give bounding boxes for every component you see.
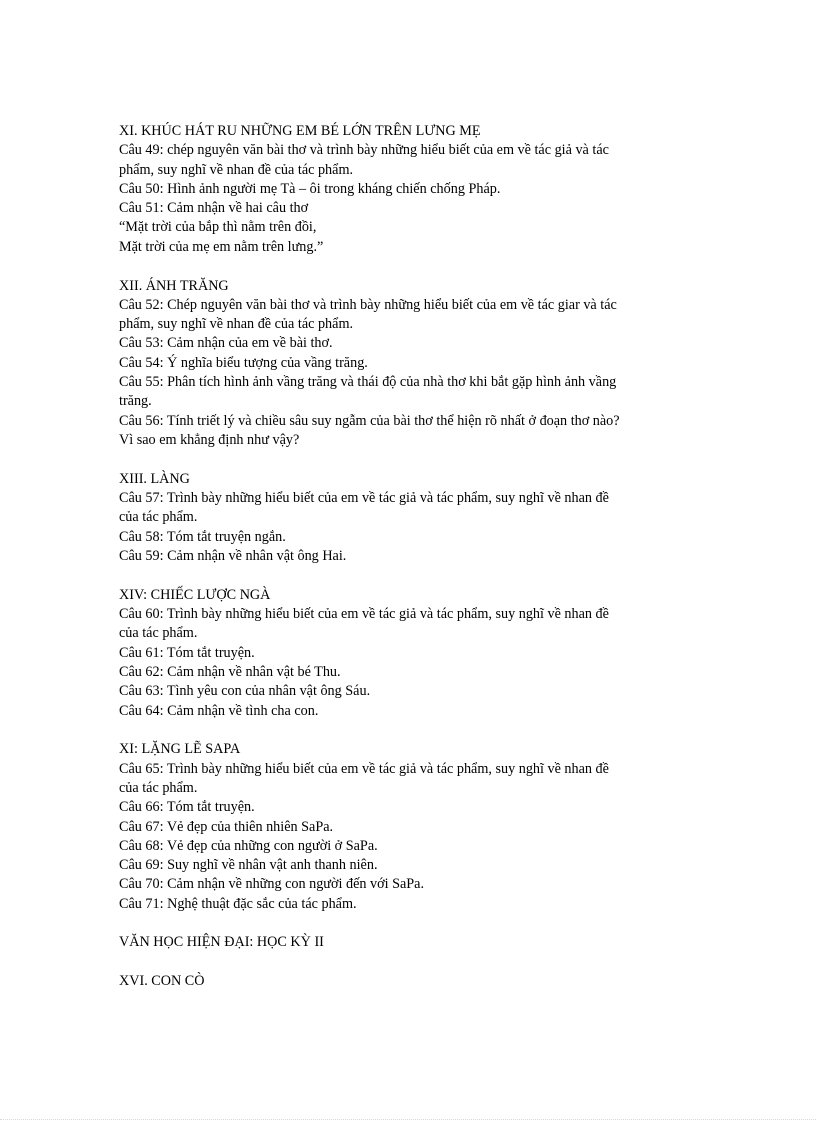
text-line: Câu 63: Tình yêu con của nhân vật ông Sáu. (119, 683, 371, 700)
text-line: “Mặt trời của bắp thì nằm trên đồi, (119, 219, 317, 236)
blank-line (119, 721, 699, 741)
text-line: Câu 61: Tóm tắt truyện. (119, 644, 255, 661)
text-line: Câu 56: Tính triết lý và chiều sâu suy ngẫm của bài thơ thể hiện rõ nhất ở đoạn thơ nào? (119, 412, 620, 429)
section-heading: XIV: CHIẾC LƯỢC NGÀ (119, 586, 271, 603)
text-line: Câu 52: Chép nguyên văn bài thơ và trình bày những hiểu biết của em về tác giar và tác (119, 296, 617, 313)
section-heading: XVI. CON CÒ (119, 973, 205, 990)
section-heading: XIII. LÀNG (119, 470, 190, 487)
blank-line (119, 257, 699, 277)
text-line: trăng. (119, 393, 152, 410)
text-line: Câu 49: chép nguyên văn bài thơ và trình bày những hiểu biết của em về tác giả và tác (119, 142, 609, 159)
text-line: Câu 50: Hình ảnh người mẹ Tà – ôi trong kháng chiến chống Pháp. (119, 180, 501, 197)
text-line: Câu 69: Suy nghĩ về nhân vật anh thanh niên. (119, 857, 378, 874)
text-line: của tác phẩm. (119, 779, 198, 796)
document-body (119, 122, 699, 992)
text-line: Câu 67: Vẻ đẹp của thiên nhiên SaPa. (119, 818, 334, 835)
section-heading: XII. ÁNH TRĂNG (119, 277, 229, 294)
blank-line (119, 566, 699, 586)
section-heading: XI. KHÚC HÁT RU NHỮNG EM BÉ LỚN TRÊN LƯNG MẸ (119, 123, 481, 139)
text-line: Mặt trời của mẹ em nằm trên lưng.” (119, 238, 324, 255)
text-line: Câu 58: Tóm tắt truyện ngắn. (119, 528, 286, 545)
text-line: Câu 59: Cảm nhận về nhân vật ông Hai. (119, 547, 347, 564)
text-line: Câu 68: Vẻ đẹp của những con người ở SaPa. (119, 837, 378, 854)
document-page (119, 122, 699, 992)
section-heading: XI: LẶNG LẼ SAPA (119, 741, 241, 758)
text-line: Vì sao em khẳng định như vậy? (119, 431, 300, 448)
text-line: Câu 54: Ý nghĩa biểu tượng của vầng trăng. (119, 354, 368, 371)
text-line: phẩm, suy nghĩ về nhan đề của tác phẩm. (119, 161, 354, 178)
text-line: Câu 64: Cảm nhận về tình cha con. (119, 702, 319, 719)
text-line: của tác phẩm. (119, 625, 198, 642)
text-line: phẩm, suy nghĩ về nhan đề của tác phẩm. (119, 316, 354, 333)
page-bottom-edge (0, 1119, 816, 1120)
text-line: của tác phẩm. (119, 509, 198, 526)
section-heading: VĂN HỌC HIỆN ĐẠI: HỌC KỲ II (119, 934, 324, 951)
text-line: Câu 57: Trình bày những hiểu biết của em về tác giả và tác phẩm, suy nghĩ về nhan đề (119, 490, 609, 507)
text-line: Câu 55: Phân tích hình ảnh vầng trăng và thái độ của nhà thơ khi bắt gặp hình ảnh vầng (119, 374, 617, 391)
text-line: Câu 51: Cảm nhận về hai câu thơ (119, 200, 309, 217)
blank-line (119, 953, 699, 973)
text-line: Câu 65: Trình bày những hiểu biết của em về tác giả và tác phẩm, suy nghĩ về nhan đề (119, 760, 609, 777)
blank-line (119, 450, 699, 470)
text-line: Câu 62: Cảm nhận về nhân vật bé Thu. (119, 663, 341, 680)
text-line: Câu 70: Cảm nhận về những con người đến với SaPa. (119, 876, 425, 893)
text-line: Câu 66: Tóm tắt truyện. (119, 799, 255, 816)
text-line: Câu 60: Trình bày những hiểu biết của em về tác giả và tác phẩm, suy nghĩ về nhan đề (119, 606, 609, 623)
text-line: Câu 71: Nghệ thuật đặc sắc của tác phẩm. (119, 895, 357, 912)
blank-line (119, 914, 699, 934)
text-line: Câu 53: Cảm nhận của em về bài thơ. (119, 335, 333, 352)
